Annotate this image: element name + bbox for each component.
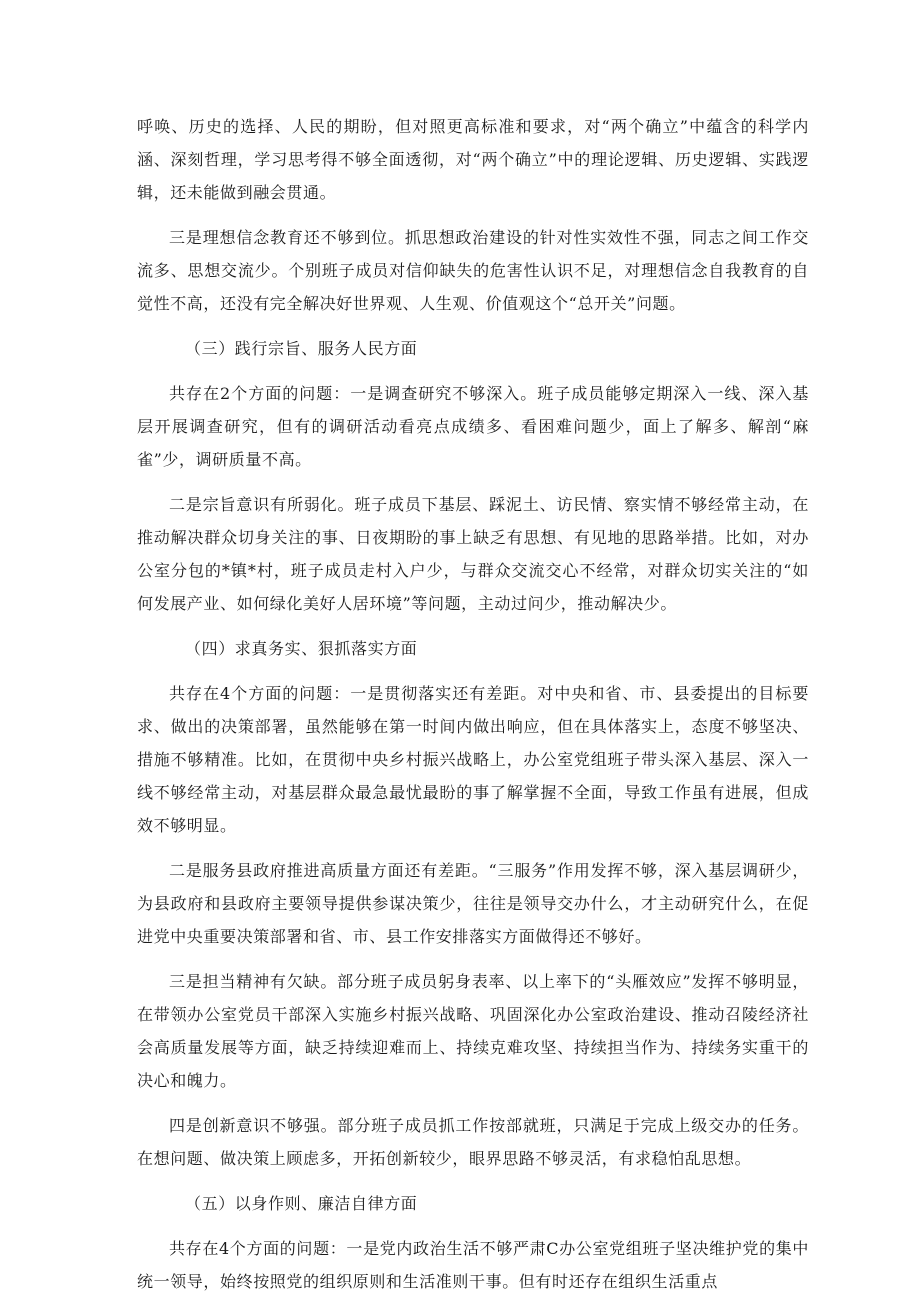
- paragraph-implementation: 共存在4个方面的问题：一是贯彻落实还有差距。对中央和省、市、县委提出的目标要求、做出的决策部署，虽然能够在第一时间内做出响应，但在具体落实上，态度不够坚决、措施不够精准。比如，在贯彻中央乡村振兴战略上，办公室党组班子带头深入基层、深入一线不够经常主动，对基层群众最急最忧最盼的事了解掌握不全面，导致工作虽有进展，但成效不够明显。: [137, 684, 809, 835]
- paragraph-continued: 呼唤、历史的选择、人民的期盼，但对照更高标准和要求，对“两个确立”中蕴含的科学内涵、深刻哲理，学习思考得不够全面透彻，对“两个确立”中的理论逻辑、历史逻辑、实践逻辑，还未能做到融会贯通。: [137, 117, 809, 202]
- paragraph-service: 二是服务县政府推进高质量方面还有差距。“三服务”作用发挥不够，深入基层调研少，为县政府和县政府主要领导提供参谋决策少，往往是领导交办什么，才主动研究什么，在促进党中央重要决策部署和省、市、县工作安排落实方面做得还不够好。: [137, 861, 809, 946]
- paragraph-ideal-belief: 三是理想信念教育还不够到位。抓思想政治建设的针对性实效性不强，同志之间工作交流多、思想交流少。个别班子成员对信仰缺失的危害性认识不足，对理想信念自我教育的自觉性不高，还没有完全解决好世界观、人生观、价值观这个“总开关”问题。: [137, 228, 809, 313]
- section-heading-4: （四）求真务实、狠抓落实方面: [185, 639, 418, 658]
- document-body: [137, 110, 809, 1310]
- section-heading-3: （三）践行宗旨、服务人民方面: [185, 339, 418, 358]
- paragraph-responsibility: 三是担当精神有欠缺。部分班子成员躬身表率、以上率下的“头雁效应”发挥不够明显，在带领办公室党员干部深入实施乡村振兴战略、巩固深化办公室政治建设、推动召陵经济社会高质量发展等方面，缺乏持续迎难而上、持续克难攻坚、持续担当作为、持续务实重干的决心和魄力。: [137, 972, 809, 1090]
- paragraph-political-life: 共存在4个方面的问题：一是党内政治生活不够严肃C办公室党组班子坚决维护党的集中统一领导，始终按照党的组织原则和生活准则干事。但有时还存在组织生活重点: [137, 1239, 809, 1291]
- paragraph-research: 共存在2个方面的问题：一是调查研究不够深入。班子成员能够定期深入一线、深入基层开展调查研究，但有的调研活动看亮点成绩多、看困难问题少，面上了解多、解剖“麻雀”少，调研质量不高。: [137, 384, 809, 469]
- paragraph-innovation: 四是创新意识不够强。部分班子成员抓工作按部就班，只满足于完成上级交办的任务。在想问题、做决策上顾虑多，开拓创新较少，眼界思路不够灵活，有求稳怕乱思想。: [137, 1116, 809, 1168]
- paragraph-purpose: 二是宗旨意识有所弱化。班子成员下基层、踩泥土、访民情、察实情不够经常主动，在推动解决群众切身关注的事、日夜期盼的事上缺乏有思想、有见地的思路举措。比如，对办公室分包的*镇*村，班子成员走村入户少，与群众交流交心不经常，对群众切实关注的“如何发展产业、如何绿化美好人居环境”等问题，主动过问少，推动解决少。: [137, 495, 809, 613]
- section-heading-5: （五）以身作则、廉洁自律方面: [185, 1194, 418, 1213]
